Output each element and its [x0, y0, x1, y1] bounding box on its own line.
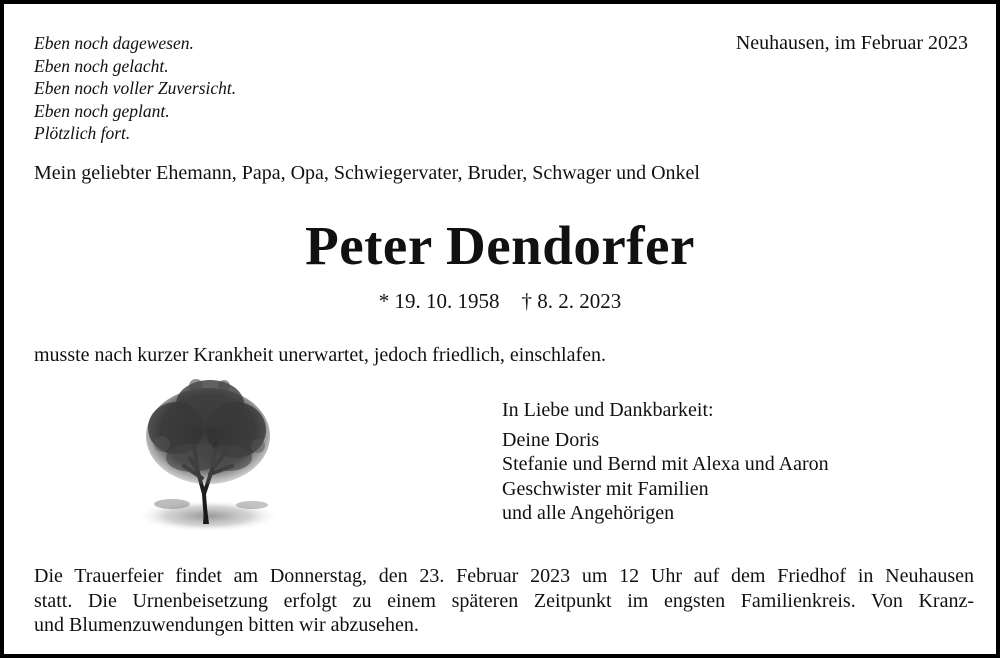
tree-icon	[132, 374, 284, 544]
mourners-heading: In Liebe und Dankbarkeit:	[502, 399, 714, 421]
relationship-intro: Mein geliebter Ehemann, Papa, Opa, Schwiegervater, Bruder, Schwager und Onkel	[34, 162, 700, 184]
funeral-line: statt. Die Urnenbeisetzung erfolgt zu einem späteren Zeitpunkt im engsten Familienkreis. Von Kranz-	[34, 589, 974, 612]
deceased-name: Peter Dendorfer	[305, 215, 695, 276]
mourner-name: Stefanie und Bernd mit Alexa und Aaron	[502, 453, 829, 475]
poem-line: Eben noch geplant.	[34, 100, 170, 121]
place-date: Neuhausen, im Februar 2023	[735, 32, 968, 54]
mourner-name: und alle Angehörigen	[502, 502, 675, 524]
funeral-line: Die Trauerfeier findet am Donnerstag, den 23. Februar 2023 um 12 Uhr auf dem Friedhof in Neuhausen	[34, 565, 974, 587]
poem-line: Plötzlich fort.	[34, 123, 131, 144]
poem-line: Eben noch dagewesen.	[34, 33, 194, 53]
funeral-line: und Blumenzuwendungen bitten wir abzusehen.	[34, 614, 419, 636]
death-date: † 8. 2. 2023	[521, 289, 622, 313]
passing-statement: musste nach kurzer Krankheit unerwartet, jedoch friedlich, einschlafen.	[34, 344, 606, 366]
mourners-list	[502, 398, 829, 526]
birth-date: * 19. 10. 1958	[378, 289, 500, 313]
poem	[34, 32, 236, 145]
funeral-details	[34, 564, 974, 638]
poem-line: Eben noch gelacht.	[34, 55, 169, 76]
mourner-name: Geschwister mit Familien	[502, 477, 709, 500]
life-dates	[4, 289, 996, 314]
poem-line: Eben noch voller Zuversicht.	[34, 78, 237, 99]
mourner-name: Deine Doris	[502, 428, 600, 451]
